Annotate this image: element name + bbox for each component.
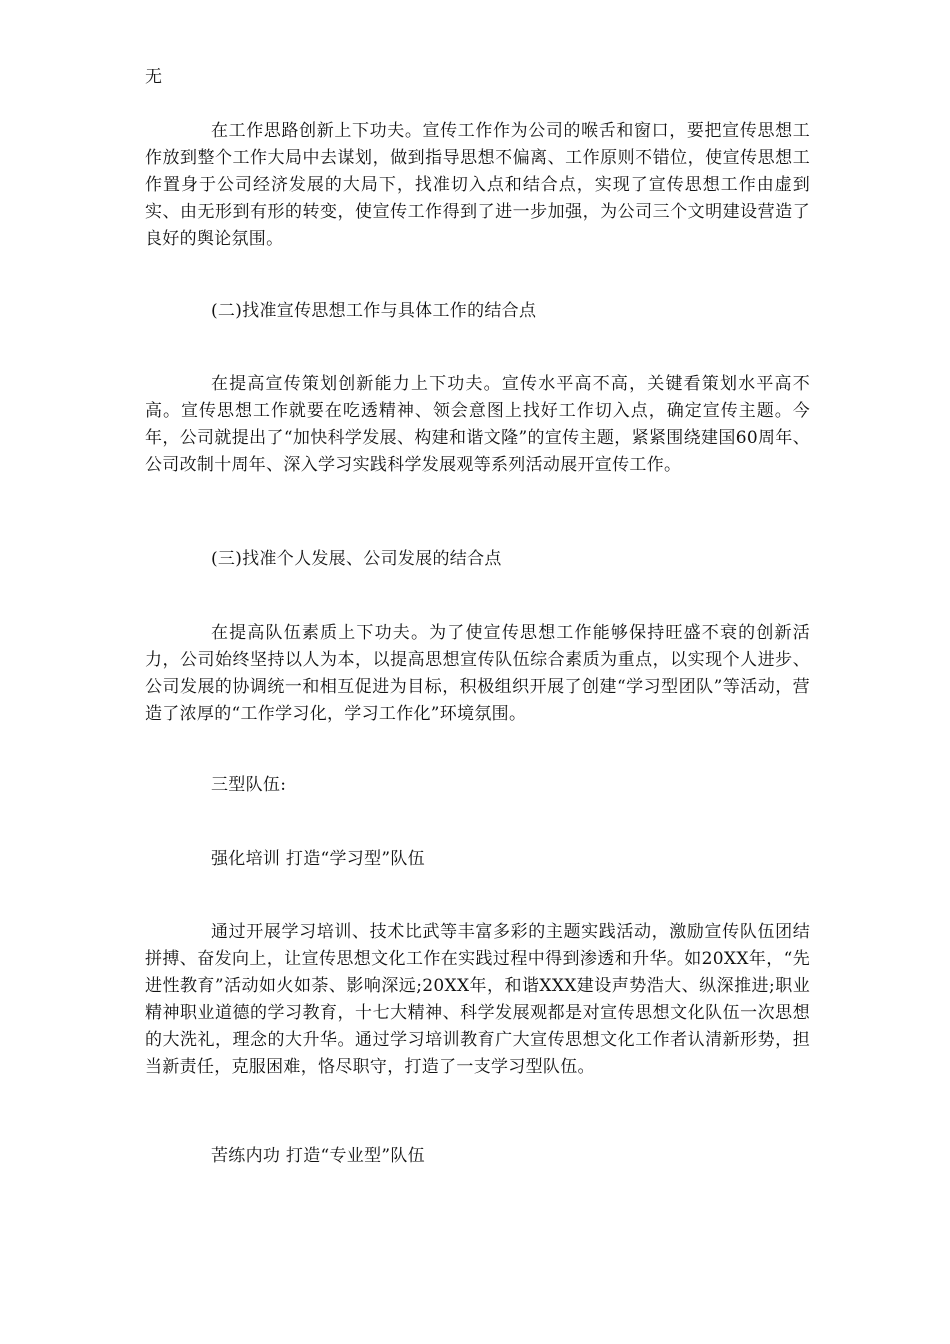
subheading-learning-team: 强化培训 打造“学习型”队伍 <box>211 849 425 869</box>
paragraph-team-quality: 在提高队伍素质上下功夫。为了使宣传思想工作能够保持旺盛不衰的创新活力，公司始终坚持以人为本，以提高思想宣传队伍综合素质为重点，以实现个人进步、公司发展的协调统一和相互促进为目标，积极组织开展了创建“学习型团队”等活动，营造了浓厚的“工作学习化，学习工作化”环境氛围。 <box>145 623 810 724</box>
top-line-text: 无 <box>145 67 163 87</box>
paragraph-work-thinking: 在工作思路创新上下功夫。宣传工作作为公司的喉舌和窗口，要把宣传思想工作放到整个工作大局中去谋划，做到指导思想不偏离、工作原则不错位，使宣传思想工作置身于公司经济发展的大局下，找准切入点和结合点，实现了宣传思想工作由虚到实、由无形到有形的转变，使宣传工作得到了进一步加强，为公司三个文明建设营造了良好的舆论氛围。 <box>145 121 810 249</box>
section-heading-3: (三)找准个人发展、公司发展的结合点 <box>211 549 502 569</box>
paragraph-planning-ability: 在提高宣传策划创新能力上下功夫。宣传水平高不高，关键看策划水平高不高。宣传思想工作就要在吃透精神、领会意图上找好工作切入点，确定宣传主题。今年，公司就提出了“加快科学发展、构建和谐文隆”的宣传主题，紧紧围绕建国60周年、公司改制十周年、深入学习实践科学发展观等系列活动展开宣传工作。 <box>145 374 810 475</box>
section-heading-2: (二)找准宣传思想工作与具体工作的结合点 <box>211 301 537 321</box>
subheading-professional-team: 苦练内功 打造“专业型”队伍 <box>211 1146 425 1166</box>
section-heading-three-teams: 三型队伍: <box>211 775 287 795</box>
paragraph-training: 通过开展学习培训、技术比武等丰富多彩的主题实践活动，激励宣传队伍团结拼搏、奋发向上，让宣传思想文化工作在实践过程中得到渗透和升华。如20XX年，“先进性教育”活动如火如荼、影响深远;20XX年，和谐XXX建设声势浩大、纵深推进;职业精神职业道德的学习教育，十七大精神、科学发展观都是对宣传思想文化队伍一次思想的大洗礼，理念的大升华。通过学习培训教育广大宣传思想文化工作者认清新形势，担当新责任，克服困难，恪尽职守，打造了一支学习型队伍。 <box>145 922 810 1077</box>
